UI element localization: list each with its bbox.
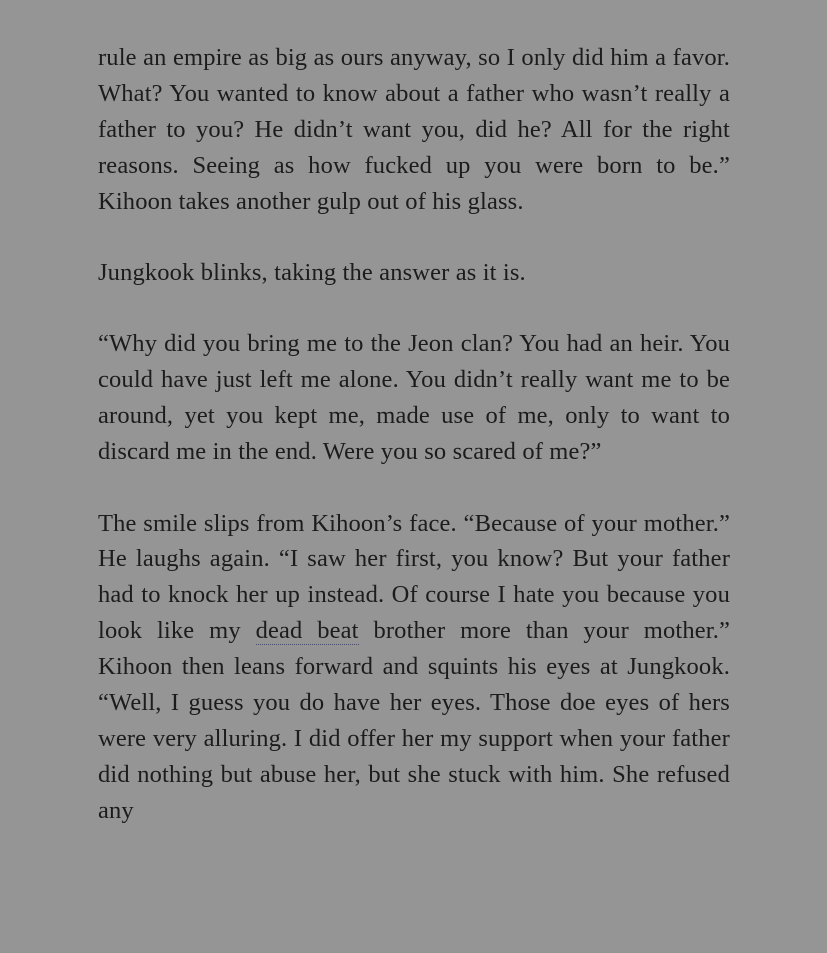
paragraph-jungkook-blinks: Jungkook blinks, taking the answer as it is. xyxy=(98,259,526,287)
paragraph-text-after-link: brother more than your mother.” Kihoon then leans forward and squints his eyes at Jungkook. “Well, I guess you do have her eyes. Those doe eyes of hers were very alluring. I did offer her my support when your father did nothing but abuse her, but she stuck with him. She refused any xyxy=(98,617,730,824)
paragraph-kihoon-monologue: rule an empire as big as ours anyway, so I only did him a favor. What? You wanted to know about a father who wasn’t really a father to you? He didn’t want you, did he? All for the right reasons. Seeing as how fucked up you were born to be.” Kihoon takes another gulp out of his glass. xyxy=(98,44,730,215)
paragraph-jungkook-question: “Why did you bring me to the Jeon clan? You had an heir. You could have just left me alone. You didn’t really want me to be around, yet you kept me, made use of me, only to want to discard me in the end. Were you so scared of me?” xyxy=(98,330,730,466)
dead-beat-link[interactable]: dead beat xyxy=(255,617,359,645)
story-text-page xyxy=(98,40,730,864)
paragraph-text-before-link: The smile slips from Kihoon’s face. “Because of your mother.” He laughs again. “I saw her first, you know? But your father had to knock her up instead. Of course I hate you because you look like my xyxy=(98,509,730,645)
paragraph-kihoon-answer xyxy=(98,506,730,829)
